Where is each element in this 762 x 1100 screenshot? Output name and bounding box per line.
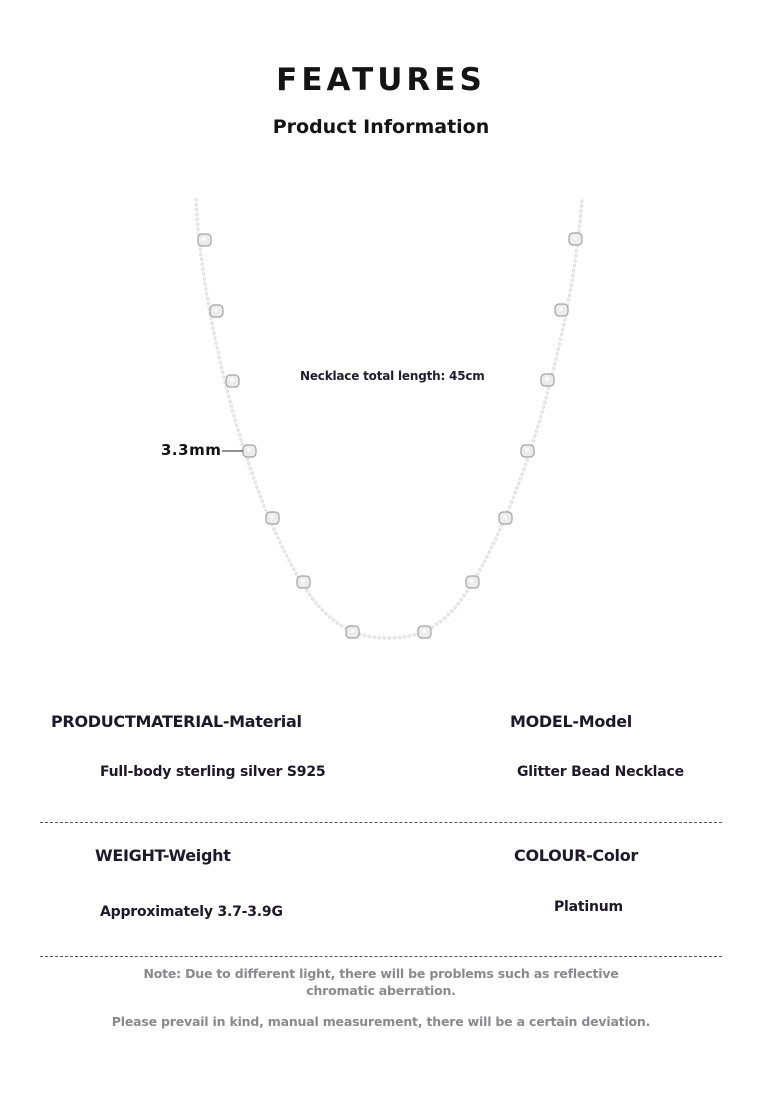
model-heading: MODEL-Model (510, 712, 632, 731)
note-line-2: chromatic aberration. (306, 983, 456, 998)
material-value: Full-body sterling silver S925 (100, 764, 326, 780)
page-subtitle: Product Information (272, 116, 490, 138)
necklace-chain (196, 198, 582, 638)
dashed-divider (40, 956, 722, 957)
page-title: FEATURES (276, 62, 486, 98)
colour-value: Platinum (554, 899, 623, 915)
note-line-3: Please prevail in kind, manual measurement, there will be a certain deviation. (111, 1014, 651, 1029)
colour-heading: COLOUR-Color (514, 846, 639, 865)
necklace-length-label: Necklace total length: 45cm (300, 369, 485, 383)
dashed-divider (40, 822, 722, 823)
model-value: Glitter Bead Necklace (517, 764, 684, 780)
material-heading: PRODUCTMATERIAL-Material (51, 712, 302, 731)
weight-value: Approximately 3.7-3.9G (100, 904, 283, 920)
bead-size-label: 3.3mm (161, 441, 222, 459)
weight-heading: WEIGHT-Weight (95, 846, 231, 865)
bead-icon (198, 233, 582, 638)
note-line-1: Note: Due to different light, there will be problems such as reflective (143, 966, 619, 981)
